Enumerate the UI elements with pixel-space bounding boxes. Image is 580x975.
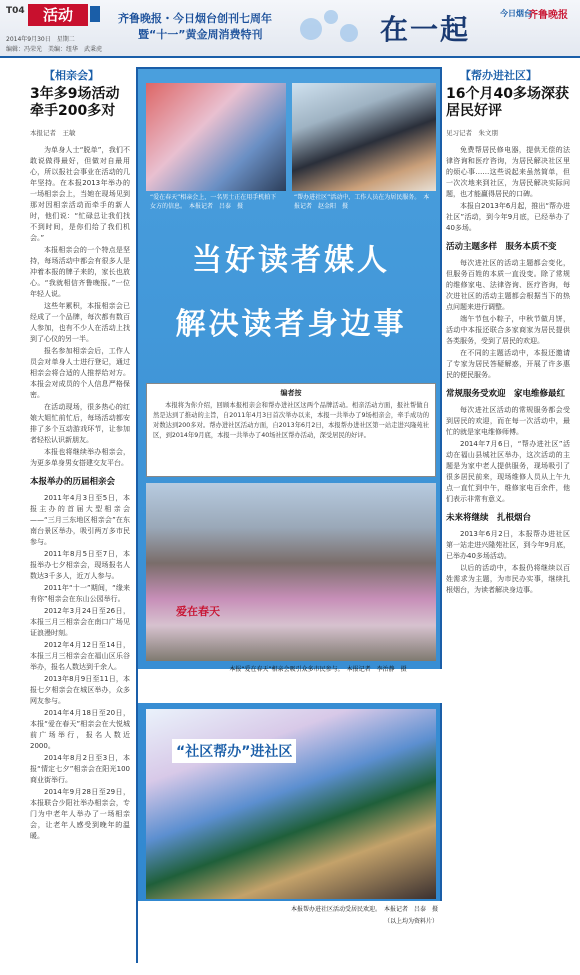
photo-caption-2: “帮办进社区”活动中，工作人员在为居民服务。 本报记者 赵金阳 摄 xyxy=(294,194,430,210)
photo-community-booth xyxy=(146,709,436,899)
header-logo-small: 今日烟台 xyxy=(500,9,532,18)
bubble-decoration xyxy=(300,8,370,50)
section-arrow-icon xyxy=(90,6,100,22)
booth-sign-text: “社区帮办”进社区 xyxy=(172,739,296,763)
headline-line1: 当好读者媒人 xyxy=(192,243,390,278)
history-item: 2012年3月24日至26日，本报三月三相亲会在南口广场见证浪漫时刻。 xyxy=(30,607,130,637)
left-paragraph: 本报也将继续举办相亲会，为更多单身男女搭建交友平台。 xyxy=(30,448,130,467)
right-paragraph: 在不同的主题活动中，本报还邀请了专家为居民答疑解惑，开展了许多惠民的便民服务。 xyxy=(446,349,570,379)
history-item: 2014年4月18日至20日，本报“爱在春天”相亲会在大悦城前广场举行，报名人数近2000。 xyxy=(30,709,130,750)
left-paragraph: 这些年累积，本报相亲会已经成了一个品牌，每次都有数百人参加，也有不少人在活动上找到了心仪的另一半。 xyxy=(30,302,130,343)
header-title-line2: 暨“十一”黄金周消费特刊 xyxy=(138,28,263,41)
right-paragraph: 本报自2013年6月起，推出“帮办进社区”活动，到今年9月底，已经举办了40多场。 xyxy=(446,202,570,232)
caption-strip xyxy=(138,669,444,703)
page-number: T04 xyxy=(6,6,25,16)
editor-note xyxy=(146,383,436,477)
left-reporter: 本报记者 王敏 xyxy=(30,129,76,137)
page-header xyxy=(0,0,580,58)
photo-crowd-event xyxy=(146,483,436,661)
header-staff: 编辑：冯荣光 美编：纽华 武秉虎 xyxy=(6,46,103,53)
right-paragraph: 2014年7月6日，“帮办进社区”活动在福山县城社区举办，这次活动的主题是为家中老人提供服务，现场吸引了很多居民前来，现场维修人员从上午九点一直忙到中午，维修家电百余件，他们表示非常有意义。 xyxy=(446,440,570,503)
history-item: 2012年4月12日至14日，本报三月三相亲会在福山区乐谷举办，报名人数达到千余人。 xyxy=(30,641,130,671)
left-paragraph: 在活动现场，很多热心的红娘大姐忙前忙后，每场活动都安排了多个互动游戏环节，让参加者轻松认识新朋友。 xyxy=(30,403,130,444)
headline-line2: 解决读者身边事 xyxy=(175,307,407,342)
header-title-line1: 齐鲁晚报・今日烟台创刊七周年 xyxy=(118,12,272,25)
right-subheading-3: 未来将继续 扎根烟台 xyxy=(446,513,532,523)
right-paragraph: 以后的活动中，本报仍将继续以百姓需求为主题，为市民办实事，继续扎根烟台，为读者解决身边事。 xyxy=(446,564,570,594)
history-item: 2011年4月3日至5日，本报主办的首届大型相亲会——“三月三东地区相亲会”在东南台景区举办，吸引两万多市民参与。 xyxy=(30,494,130,546)
history-item: 2013年8月9日至11日，本报七夕相亲会在城区举办，众多网友参与。 xyxy=(30,675,130,705)
right-paragraph: 每次进社区活动的常规服务都会受到居民的欢迎，而在每一次活动中，最忙的就是家电维修师傅。 xyxy=(446,406,570,436)
right-subheading-2: 常规服务受欢迎 家电维修最红 xyxy=(446,389,566,399)
left-article xyxy=(30,70,130,843)
right-title: 16个月40多场深获居民好评 xyxy=(446,86,569,119)
header-logo-brand: 齐鲁晚报 xyxy=(528,10,568,21)
photo-source-note: （以上均为资料片） xyxy=(383,918,438,925)
left-subheading: 本报举办的历届相亲会 xyxy=(30,477,116,487)
section-label: 活动 xyxy=(28,4,88,26)
right-paragraph: 每次进社区的活动主题都会变化，但服务百姓的本质一直没变。除了常规的维修家电、法律咨询、医疗咨询，每次进社区的活动主题都会根据当下的热点问题来进行调整。 xyxy=(446,259,570,311)
left-title: 3年多9场活动牵手200多对 xyxy=(30,86,120,119)
editor-note-text: 本报将为你介绍，回顾本报相亲会和帮办进社区这两个品牌活动。相亲活动方面，报社帮做自然是达到了推动的主旨，自2011年4月3日首次举办以来，本报一共举办了9场相亲会，牵手成功的对数达到200多对。帮办进社区活动方面，自2013年6月2日，本报帮办进社区第一站走进兴隆苑社区，到2014年9月底，本报一共举办了40场社区帮办活动，深受居民的好评。 xyxy=(153,402,429,439)
feature-panel xyxy=(136,67,442,963)
photo-caption-3: 本报“爱在春天”相亲会吸引众多市民参与。 本报记者 李治静 摄 xyxy=(229,666,407,673)
right-subheading-1: 活动主题多样 服务本质不变 xyxy=(446,242,557,252)
photo-caption-1: “爱在春天”相亲会上，一名男士正在用手机拍下女方的信息。 本报记者 吕泰 摄 xyxy=(150,194,277,210)
history-item: 2011年“十一”期间，“缘来有你”相亲会在东山公园举行。 xyxy=(30,584,130,603)
event-banner-text: 爱在春天 xyxy=(176,605,220,618)
photo-caption-4: 本报帮办进社区活动受居民欢迎。 本报记者 吕泰 摄 xyxy=(290,906,438,913)
right-paragraph: 2013年6月2日，本报帮办进社区第一站走进兴隆苑社区，到今年9月底，已举办40多场活动。 xyxy=(446,530,570,560)
header-date: 2014年9月30日 星期二 xyxy=(6,36,75,43)
left-paragraph: 为单身人士“脱单”，我们不敢说做得最好，但做对自最用心，所以报社会事业在活动的几年坚持。在本报2013年举办的一场相亲会上，当她在现场见到那对因相亲活动而牵手的新人时，他们说：“忙碌总让我们找不到时间，是你们给了我们机会。” xyxy=(30,146,130,242)
right-paragraph: 免费帮居民修电器，提供无偿的法律咨询和医疗咨询，为居民解决社区里的烦心事……这些说起来虽然简单，但一次次地来到社区，为居民解决实际问题，也才能赢得居民的口碑。 xyxy=(446,146,570,198)
photo-matchmaking xyxy=(146,83,286,191)
header-big-title: 在一起 xyxy=(380,13,471,46)
right-paragraph: 端午节包小粽子，中秋节做月饼，活动中本报还联合多家商家为居民提供各类服务，受到了居民的欢迎。 xyxy=(446,315,570,345)
history-item: 2014年9月28日至29日，本报联合少阳社举办相亲会，专门为中老年人举办了一场相亲会，让老年人感受到晚年的温暖。 xyxy=(30,788,130,840)
history-item: 2014年8月2日至3日，本报“情定七夕”相亲会在阳光100商业街举行。 xyxy=(30,754,130,784)
right-reporter: 见习记者 朱文朋 xyxy=(446,129,498,137)
editor-note-title: 编者按 xyxy=(280,389,302,397)
left-paragraph: 报名参加相亲会后，工作人员会对单身人士进行登记，通过相亲会将合适的人推荐给对方。本报会对成员的个人信息严格保密。 xyxy=(30,347,130,399)
right-article xyxy=(446,70,570,597)
history-item: 2011年8月5日至7日，本报举办七夕相亲会，现场报名人数达3千多人，近万人参与。 xyxy=(30,550,130,580)
left-tag: 【相亲会】 xyxy=(44,69,99,82)
photo-community-service xyxy=(292,83,436,191)
right-tag: 【帮办进社区】 xyxy=(460,69,537,82)
left-paragraph: 本报相亲会的一个特点是坚持，每场活动中都会有很多人是冲着本报的牌子来的，家长也放心。“我就相信齐鲁晚报。”一位年轻人说。 xyxy=(30,246,130,298)
